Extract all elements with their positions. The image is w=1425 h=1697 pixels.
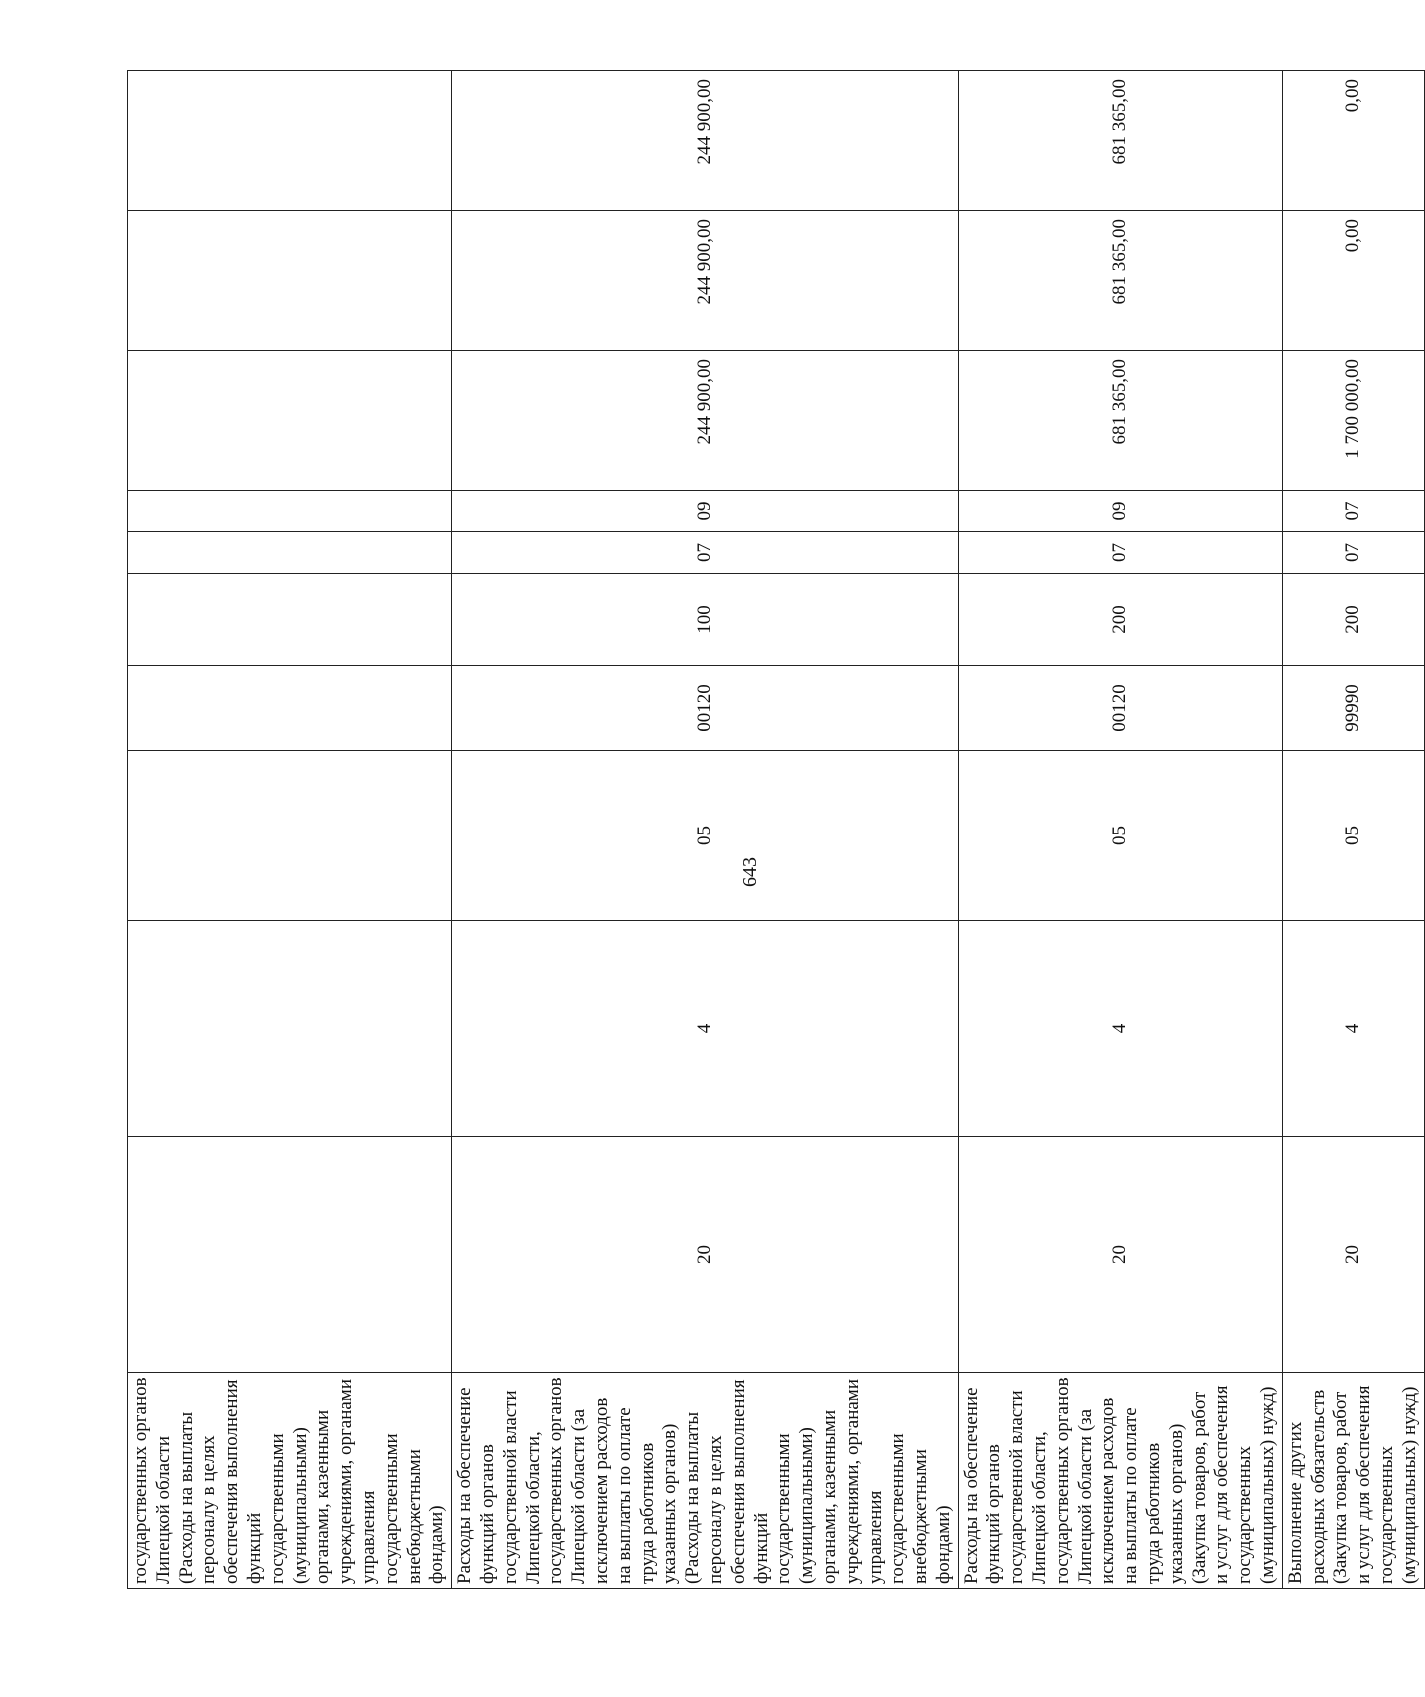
- cell-vr: 100: [452, 574, 959, 666]
- cell-target: 99990: [1282, 666, 1424, 751]
- cell-sum-3: 0,00: [1282, 71, 1424, 211]
- cell-sum-2: 681 365,00: [958, 211, 1282, 351]
- cell-sum-2: [128, 211, 452, 351]
- cell-c2: [128, 491, 452, 532]
- cell-target: 00120: [452, 666, 959, 751]
- budget-table: [127, 70, 1425, 1589]
- cell-subsection: [128, 751, 452, 921]
- budget-table-rotated: [127, 71, 1420, 1589]
- cell-ministry: [128, 1137, 452, 1373]
- cell-target: [128, 666, 452, 751]
- cell-vr: [128, 574, 452, 666]
- cell-sum-1: 1 700 000,00: [1282, 351, 1424, 491]
- cell-vr: 200: [1282, 574, 1424, 666]
- cell-subsection: 05: [452, 751, 959, 921]
- cell-c2: 09: [958, 491, 1282, 532]
- cell-target: 00120: [958, 666, 1282, 751]
- cell-section: 4: [958, 921, 1282, 1137]
- cell-ministry: 20: [452, 1137, 959, 1373]
- cell-c2: 07: [1282, 491, 1424, 532]
- cell-c1: 07: [1282, 532, 1424, 574]
- row-description: государственных органов Липецкой области (Расходы на выплаты персоналу в целях обеспечения выполнения функций государственными (муниципальными) органами, казенными учреждениями, органами управления государственными внебюджетными фондами): [128, 1373, 452, 1589]
- table-row: [958, 71, 1282, 1589]
- cell-vr: 200: [958, 574, 1282, 666]
- row-description: Выполнение других расходных обязательств (Закупка товаров, работ и услуг для обеспечения государственных (муниципальных) нужд): [1282, 1373, 1424, 1589]
- cell-subsection: 05: [958, 751, 1282, 921]
- cell-section: [128, 921, 452, 1137]
- cell-c1: 07: [958, 532, 1282, 574]
- cell-c2: 09: [452, 491, 959, 532]
- cell-sum-3: [128, 71, 452, 211]
- cell-sum-2: 0,00: [1282, 211, 1424, 351]
- cell-sum-3: 244 900,00: [452, 71, 959, 211]
- cell-c1: [128, 532, 452, 574]
- cell-ministry: 20: [1282, 1137, 1424, 1373]
- cell-sum-1: 244 900,00: [452, 351, 959, 491]
- cell-sum-3: 681 365,00: [958, 71, 1282, 211]
- cell-sum-1: [128, 351, 452, 491]
- cell-section: 4: [1282, 921, 1424, 1137]
- cell-section: 4: [452, 921, 959, 1137]
- cell-c1: 07: [452, 532, 959, 574]
- row-description: Расходы на обеспечение функций органов государственной власти Липецкой области, государственных органов Липецкой области (за исключением расходов на выплаты по оплате труда работников указанных органов) (Расходы на выплаты персоналу в целях обеспечения выполнения функций государственными (муниципальными) органами, казенными учреждениями, органами управления государственными внебюджетными фондами): [452, 1373, 959, 1589]
- cell-sum-1: 681 365,00: [958, 351, 1282, 491]
- row-description: Расходы на обеспечение функций органов государственной власти Липецкой области, государственных органов Липецкой области (за исключением расходов на выплаты по оплате труда работников указанных органов) (Закупка товаров, работ и услуг для обеспечения государственных (муниципальных) нужд): [958, 1373, 1282, 1589]
- page-number: 643: [739, 857, 761, 887]
- cell-ministry: 20: [958, 1137, 1282, 1373]
- cell-subsection: 05: [1282, 751, 1424, 921]
- table-row: [1282, 71, 1424, 1589]
- table-row: [128, 71, 452, 1589]
- cell-sum-2: 244 900,00: [452, 211, 959, 351]
- table-row: [452, 71, 959, 1589]
